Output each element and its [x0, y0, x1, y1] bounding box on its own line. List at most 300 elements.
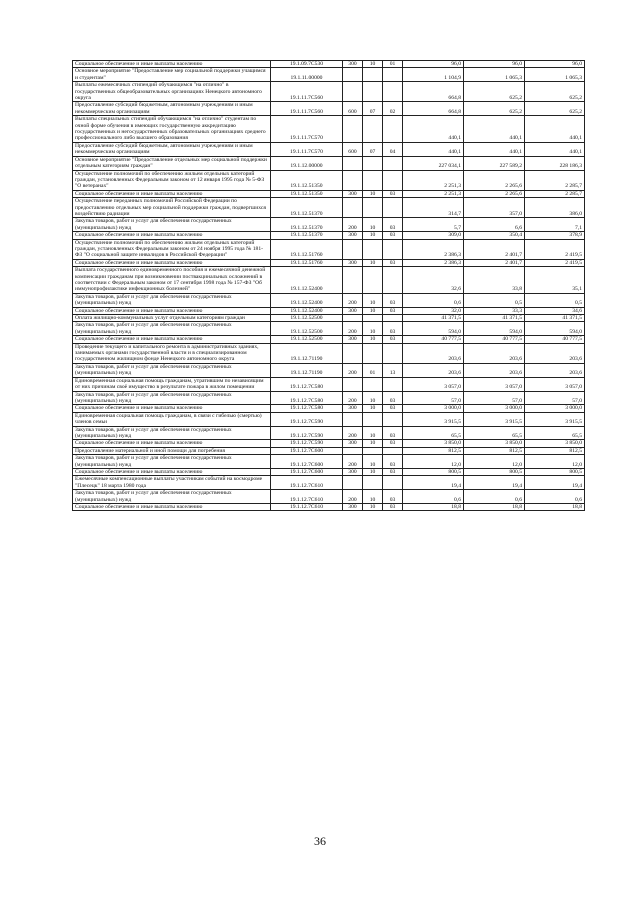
item-name: Основное мероприятие "Предоставление мер социальной поддержки учащимся и студентам" [73, 68, 271, 82]
amount-year-3: 3 850,0 [525, 440, 585, 447]
amount-year-1: 203,6 [403, 343, 464, 363]
amount-year-3: 57,0 [525, 391, 585, 405]
amount-year-3: 203,6 [525, 343, 585, 363]
table-row [73, 190, 585, 197]
item-name: Социальное обеспечение и иные выплаты населению [73, 468, 271, 475]
table-row [73, 504, 585, 511]
amount-year-2: 3 850,0 [464, 440, 525, 447]
expense-type: 200 [343, 218, 363, 232]
amount-year-3: 7,1 [525, 218, 585, 232]
amount-year-2: 3 057,0 [464, 377, 525, 391]
section [363, 412, 383, 426]
subsection [383, 239, 403, 259]
subsection [383, 412, 403, 426]
item-name: Закупка товаров, работ и услуг для обеспечения государственных (муниципальных) нужд [73, 363, 271, 377]
section [363, 343, 383, 363]
amount-year-3: 440,1 [525, 142, 585, 156]
expense-type [343, 239, 363, 259]
target-code: 19.1.12.00000 [271, 156, 343, 170]
section [363, 116, 383, 143]
expense-type [343, 82, 363, 102]
table-row [73, 455, 585, 469]
subsection [383, 315, 403, 322]
target-code: 19.1.12.7С610 [271, 504, 343, 511]
amount-year-3: 386,0 [525, 198, 585, 218]
subsection: 03 [383, 307, 403, 314]
amount-year-2: 357,0 [464, 198, 525, 218]
amount-year-3: 2 285,7 [525, 170, 585, 190]
amount-year-2: 625,2 [464, 82, 525, 102]
amount-year-1: 2 251,3 [403, 170, 464, 190]
target-code: 19.1.12.7С580 [271, 377, 343, 391]
table-row [73, 377, 585, 391]
subsection [383, 116, 403, 143]
table-row [73, 156, 585, 170]
subsection: 02 [383, 102, 403, 116]
table-row [73, 412, 585, 426]
expense-type [343, 68, 363, 82]
section [363, 156, 383, 170]
target-code: 19.1.12.52500 [271, 322, 343, 336]
item-name: Предоставление субсидий бюджетным, автономным учреждениям и иным некоммерческим организациям [73, 102, 271, 116]
target-code: 19.1.12.51760 [271, 259, 343, 266]
table-row [73, 322, 585, 336]
expense-type: 200 [343, 490, 363, 504]
target-code: 19.1.12.7С590 [271, 412, 343, 426]
table-body [73, 61, 585, 511]
expense-type: 200 [343, 293, 363, 307]
amount-year-2: 440,1 [464, 142, 525, 156]
target-code: 19.1.12.52500 [271, 315, 343, 322]
target-code: 19.1.12.7С600 [271, 468, 343, 475]
subsection [383, 198, 403, 218]
amount-year-2: 3 915,5 [464, 412, 525, 426]
amount-year-1: 812,5 [403, 447, 464, 454]
subsection [383, 156, 403, 170]
amount-year-2: 812,5 [464, 447, 525, 454]
amount-year-1: 96,0 [403, 61, 464, 68]
expense-type: 300 [343, 61, 363, 68]
expense-type: 300 [343, 336, 363, 343]
item-name: Выплаты специальных стипендий обучающимся "на отлично" студентам по очной форме обучения в имеющих государственную аккредитацию государственных и негосударственных образовательных организациях среднего профессионального либо высшего образования [73, 116, 271, 143]
amount-year-3: 35,1 [525, 267, 585, 294]
table-row [73, 440, 585, 447]
section: 10 [363, 218, 383, 232]
expense-type [343, 267, 363, 294]
amount-year-3: 96,0 [525, 61, 585, 68]
target-code: 19.1.12.52400 [271, 307, 343, 314]
amount-year-1: 203,6 [403, 363, 464, 377]
table-row [73, 315, 585, 322]
table-row [73, 116, 585, 143]
amount-year-1: 32,6 [403, 267, 464, 294]
item-name: Оплата жилищно-коммунальных услуг отдельным категориям граждан [73, 315, 271, 322]
target-code: 19.1.09.7С530 [271, 61, 343, 68]
amount-year-1: 2 251,3 [403, 190, 464, 197]
table-row [73, 447, 585, 454]
target-code: 19.1.11.7С570 [271, 116, 343, 143]
expense-type: 300 [343, 504, 363, 511]
amount-year-1: 2 386,3 [403, 239, 464, 259]
amount-year-1: 5,7 [403, 218, 464, 232]
expense-type [343, 170, 363, 190]
target-code: 19.1.12.7С600 [271, 447, 343, 454]
expense-type: 200 [343, 363, 363, 377]
amount-year-1: 41 371,5 [403, 315, 464, 322]
target-code: 19.1.12.7С580 [271, 391, 343, 405]
subsection: 03 [383, 259, 403, 266]
section: 10 [363, 293, 383, 307]
amount-year-3: 41 371,5 [525, 315, 585, 322]
amount-year-1: 32,0 [403, 307, 464, 314]
item-name: Закупка товаров, работ и услуг для обеспечения государственных (муниципальных) нужд [73, 322, 271, 336]
table-row [73, 336, 585, 343]
expense-type [343, 447, 363, 454]
amount-year-2: 6,6 [464, 218, 525, 232]
subsection [383, 68, 403, 82]
page-number: 36 [314, 834, 326, 848]
amount-year-2: 350,4 [464, 232, 525, 239]
amount-year-3: 3 000,0 [525, 405, 585, 412]
amount-year-1: 3 915,5 [403, 412, 464, 426]
target-code: 19.1.12.51370 [271, 232, 343, 239]
expense-type [343, 412, 363, 426]
amount-year-3: 378,9 [525, 232, 585, 239]
section: 10 [363, 322, 383, 336]
amount-year-1: 3 000,0 [403, 405, 464, 412]
amount-year-2: 12,0 [464, 455, 525, 469]
amount-year-2: 203,6 [464, 363, 525, 377]
expense-type [343, 198, 363, 218]
subsection: 03 [383, 232, 403, 239]
amount-year-1: 664,8 [403, 102, 464, 116]
amount-year-3: 812,5 [525, 447, 585, 454]
amount-year-2: 2 265,6 [464, 190, 525, 197]
amount-year-2: 2 401,7 [464, 259, 525, 266]
table-row [73, 259, 585, 266]
target-code: 19.1.12.71190 [271, 343, 343, 363]
target-code: 19.1.12.52400 [271, 293, 343, 307]
amount-year-2: 594,0 [464, 322, 525, 336]
amount-year-1: 314,7 [403, 198, 464, 218]
item-name: Закупка товаров, работ и услуг для обеспечения государственных (муниципальных) нужд [73, 455, 271, 469]
amount-year-1: 664,8 [403, 82, 464, 102]
document-page [72, 60, 584, 511]
amount-year-3: 34,6 [525, 307, 585, 314]
section: 10 [363, 336, 383, 343]
amount-year-3: 203,6 [525, 363, 585, 377]
item-name: Закупка товаров, работ и услуг для обеспечения государственных (муниципальных) нужд [73, 218, 271, 232]
section [363, 68, 383, 82]
table-row [73, 232, 585, 239]
amount-year-1: 0,6 [403, 293, 464, 307]
amount-year-2: 18,8 [464, 504, 525, 511]
amount-year-3: 3 915,5 [525, 412, 585, 426]
item-name: Закупка товаров, работ и услуг для обеспечения государственных (муниципальных) нужд [73, 391, 271, 405]
amount-year-3: 0,6 [525, 490, 585, 504]
table-row [73, 405, 585, 412]
amount-year-1: 800,5 [403, 468, 464, 475]
table-row [73, 307, 585, 314]
amount-year-3: 40 777,5 [525, 336, 585, 343]
expense-type: 300 [343, 405, 363, 412]
amount-year-2: 3 000,0 [464, 405, 525, 412]
table-row [73, 293, 585, 307]
amount-year-3: 800,5 [525, 468, 585, 475]
section: 10 [363, 259, 383, 266]
expense-type: 300 [343, 307, 363, 314]
expense-type [343, 377, 363, 391]
amount-year-3: 19,4 [525, 476, 585, 490]
section: 10 [363, 405, 383, 412]
amount-year-1: 18,8 [403, 504, 464, 511]
amount-year-3: 594,0 [525, 322, 585, 336]
section [363, 447, 383, 454]
table-row [73, 68, 585, 82]
expense-type: 200 [343, 322, 363, 336]
expense-type [343, 315, 363, 322]
section: 07 [363, 142, 383, 156]
target-code: 19.1.12.51350 [271, 170, 343, 190]
item-name: Предоставление материальной и иной помощи для погребения [73, 447, 271, 454]
section: 10 [363, 426, 383, 440]
amount-year-1: 3 057,0 [403, 377, 464, 391]
amount-year-2: 65,5 [464, 426, 525, 440]
section: 10 [363, 455, 383, 469]
subsection: 03 [383, 468, 403, 475]
amount-year-1: 12,0 [403, 455, 464, 469]
target-code: 19.1.12.51350 [271, 190, 343, 197]
table-row [73, 476, 585, 490]
amount-year-3: 2 419,5 [525, 239, 585, 259]
amount-year-1: 1 104,9 [403, 68, 464, 82]
item-name: Выплата государственного единовременного пособия и ежемесячной денежной компенсации гражданам при возникновении поствакцинальных осложнений в соответствии с Федеральным законом от 17 сентября 1998 года № 157-ФЗ "Об иммунопрофилактике инфекционных болезней" [73, 267, 271, 294]
table-row [73, 82, 585, 102]
expense-type: 600 [343, 142, 363, 156]
item-name: Осуществление полномочий по обеспечению жильем отдельных категорий граждан, установленных Федеральным законом от 24 ноября 1995 года № 181-ФЗ "О социальной защите инвалидов в Российской Федерации" [73, 239, 271, 259]
table-row [73, 426, 585, 440]
expense-type [343, 476, 363, 490]
target-code: 19.1.12.51370 [271, 218, 343, 232]
item-name: Закупка товаров, работ и услуг для обеспечения государственных (муниципальных) нужд [73, 490, 271, 504]
item-name: Основное мероприятие "Предоставление отдельных мер социальной поддержки отдельным категориям граждан" [73, 156, 271, 170]
subsection: 03 [383, 336, 403, 343]
amount-year-2: 227 589,2 [464, 156, 525, 170]
target-code: 19.1.12.52400 [271, 267, 343, 294]
target-code: 19.1.12.7С590 [271, 426, 343, 440]
amount-year-1: 57,0 [403, 391, 464, 405]
amount-year-2: 440,1 [464, 116, 525, 143]
amount-year-3: 228 186,3 [525, 156, 585, 170]
item-name: Единовременная социальная помощь гражданам, в связи с гибелью (смертью) членов семьи [73, 412, 271, 426]
amount-year-2: 19,4 [464, 476, 525, 490]
target-code: 19.1.12.7С600 [271, 455, 343, 469]
item-name: Осуществление переданных полномочий Российской Федерации по предоставлению отдельных мер социальной поддержки граждан, подвергшихся воздействию радиации [73, 198, 271, 218]
table-row [73, 198, 585, 218]
subsection [383, 170, 403, 190]
amount-year-1: 0,6 [403, 490, 464, 504]
amount-year-1: 40 777,5 [403, 336, 464, 343]
table-row [73, 142, 585, 156]
amount-year-2: 40 777,5 [464, 336, 525, 343]
amount-year-2: 41 371,5 [464, 315, 525, 322]
amount-year-2: 2 401,7 [464, 239, 525, 259]
amount-year-1: 2 386,3 [403, 259, 464, 266]
section [363, 82, 383, 102]
target-code: 19.1.11.7С560 [271, 82, 343, 102]
subsection [383, 267, 403, 294]
item-name: Социальное обеспечение и иные выплаты населению [73, 232, 271, 239]
expense-type: 200 [343, 455, 363, 469]
amount-year-3: 0,5 [525, 293, 585, 307]
section [363, 315, 383, 322]
target-code: 19.1.12.7С610 [271, 476, 343, 490]
target-code: 19.1.12.51370 [271, 198, 343, 218]
item-name: Социальное обеспечение и иные выплаты населению [73, 61, 271, 68]
table-row [73, 468, 585, 475]
table-row [73, 363, 585, 377]
amount-year-1: 309,0 [403, 232, 464, 239]
expense-type [343, 116, 363, 143]
subsection: 03 [383, 440, 403, 447]
subsection: 03 [383, 218, 403, 232]
section [363, 198, 383, 218]
section: 10 [363, 61, 383, 68]
subsection [383, 447, 403, 454]
item-name: Социальное обеспечение и иные выплаты населению [73, 504, 271, 511]
subsection: 03 [383, 504, 403, 511]
table-row [73, 102, 585, 116]
section [363, 377, 383, 391]
amount-year-2: 0,5 [464, 293, 525, 307]
item-name: Социальное обеспечение и иные выплаты населению [73, 307, 271, 314]
amount-year-2: 800,5 [464, 468, 525, 475]
section: 10 [363, 468, 383, 475]
section: 10 [363, 190, 383, 197]
subsection: 04 [383, 142, 403, 156]
subsection: 03 [383, 190, 403, 197]
section: 10 [363, 440, 383, 447]
section: 10 [363, 391, 383, 405]
section [363, 170, 383, 190]
amount-year-2: 203,6 [464, 343, 525, 363]
table-row [73, 239, 585, 259]
table-row [73, 170, 585, 190]
amount-year-3: 2 419,5 [525, 259, 585, 266]
expense-type: 200 [343, 426, 363, 440]
subsection: 01 [383, 61, 403, 68]
amount-year-3: 12,0 [525, 455, 585, 469]
section: 01 [363, 363, 383, 377]
amount-year-2: 33,3 [464, 307, 525, 314]
section [363, 239, 383, 259]
expense-type: 300 [343, 232, 363, 239]
target-code: 19.1.12.7С610 [271, 490, 343, 504]
expense-type: 600 [343, 102, 363, 116]
section [363, 267, 383, 294]
subsection [383, 82, 403, 102]
amount-year-1: 65,5 [403, 426, 464, 440]
amount-year-2: 96,0 [464, 61, 525, 68]
amount-year-3: 625,2 [525, 82, 585, 102]
amount-year-1: 594,0 [403, 322, 464, 336]
section [363, 476, 383, 490]
amount-year-2: 0,6 [464, 490, 525, 504]
amount-year-3: 440,1 [525, 116, 585, 143]
amount-year-2: 1 065,3 [464, 68, 525, 82]
target-code: 19.1.11.00000 [271, 68, 343, 82]
subsection: 03 [383, 322, 403, 336]
item-name: Закупка товаров, работ и услуг для обеспечения государственных (муниципальных) нужд [73, 293, 271, 307]
item-name: Выплаты ежемесячных стипендий обучающимся "на отлично" в государственных общеобразовательных организациях Ненецкого автономного округа [73, 82, 271, 102]
amount-year-1: 19,4 [403, 476, 464, 490]
section: 07 [363, 102, 383, 116]
target-code: 19.1.12.51760 [271, 239, 343, 259]
section: 10 [363, 307, 383, 314]
item-name: Социальное обеспечение и иные выплаты населению [73, 259, 271, 266]
item-name: Социальное обеспечение и иные выплаты населению [73, 440, 271, 447]
target-code: 19.1.11.7С570 [271, 142, 343, 156]
expense-type: 300 [343, 259, 363, 266]
target-code: 19.1.11.7С560 [271, 102, 343, 116]
item-name: Социальное обеспечение и иные выплаты населению [73, 336, 271, 343]
subsection: 03 [383, 391, 403, 405]
amount-year-2: 625,2 [464, 102, 525, 116]
subsection: 03 [383, 490, 403, 504]
subsection [383, 343, 403, 363]
section: 10 [363, 490, 383, 504]
expense-type: 300 [343, 190, 363, 197]
item-name: Ежемесячные компенсационные выплаты участникам событий на космодроме "Плесецк" 18 марта 1980 года [73, 476, 271, 490]
expense-type: 300 [343, 440, 363, 447]
target-code: 19.1.12.52500 [271, 336, 343, 343]
table-row [73, 343, 585, 363]
item-name: Предоставление субсидий бюджетным, автономным учреждениям и иным некоммерческим организациям [73, 142, 271, 156]
item-name: Проведение текущего и капитального ремонта в административных зданиях, занимаемых органами государственной власти и в специализированном государственном жилищном фонде Ненецкого автономного округа [73, 343, 271, 363]
table-row [73, 218, 585, 232]
item-name: Социальное обеспечение и иные выплаты населению [73, 190, 271, 197]
amount-year-1: 3 850,0 [403, 440, 464, 447]
subsection: 13 [383, 363, 403, 377]
expense-type [343, 343, 363, 363]
amount-year-3: 625,2 [525, 102, 585, 116]
table-row [73, 490, 585, 504]
amount-year-3: 2 285,7 [525, 190, 585, 197]
amount-year-3: 3 057,0 [525, 377, 585, 391]
amount-year-3: 1 065,3 [525, 68, 585, 82]
expense-type: 200 [343, 391, 363, 405]
amount-year-1: 227 034,1 [403, 156, 464, 170]
expense-type [343, 156, 363, 170]
expense-type: 300 [343, 468, 363, 475]
subsection: 03 [383, 405, 403, 412]
item-name: Единовременная социальная помощь гражданам, утратившим по независящим от них причинам своё имущество в результате пожара в жилом помещении [73, 377, 271, 391]
amount-year-1: 440,1 [403, 116, 464, 143]
table-row [73, 61, 585, 68]
amount-year-2: 57,0 [464, 391, 525, 405]
amount-year-2: 33,8 [464, 267, 525, 294]
table-row [73, 391, 585, 405]
subsection: 03 [383, 426, 403, 440]
subsection: 03 [383, 293, 403, 307]
section: 10 [363, 232, 383, 239]
item-name: Осуществление полномочий по обеспечению жильем отдельных категорий граждан, установленных Федеральным законом от 12 января 1995 года № 5-ФЗ "О ветеранах" [73, 170, 271, 190]
amount-year-3: 65,5 [525, 426, 585, 440]
target-code: 19.1.12.7С580 [271, 405, 343, 412]
item-name: Закупка товаров, работ и услуг для обеспечения государственных (муниципальных) нужд [73, 426, 271, 440]
item-name: Социальное обеспечение и иные выплаты населению [73, 405, 271, 412]
amount-year-3: 18,8 [525, 504, 585, 511]
